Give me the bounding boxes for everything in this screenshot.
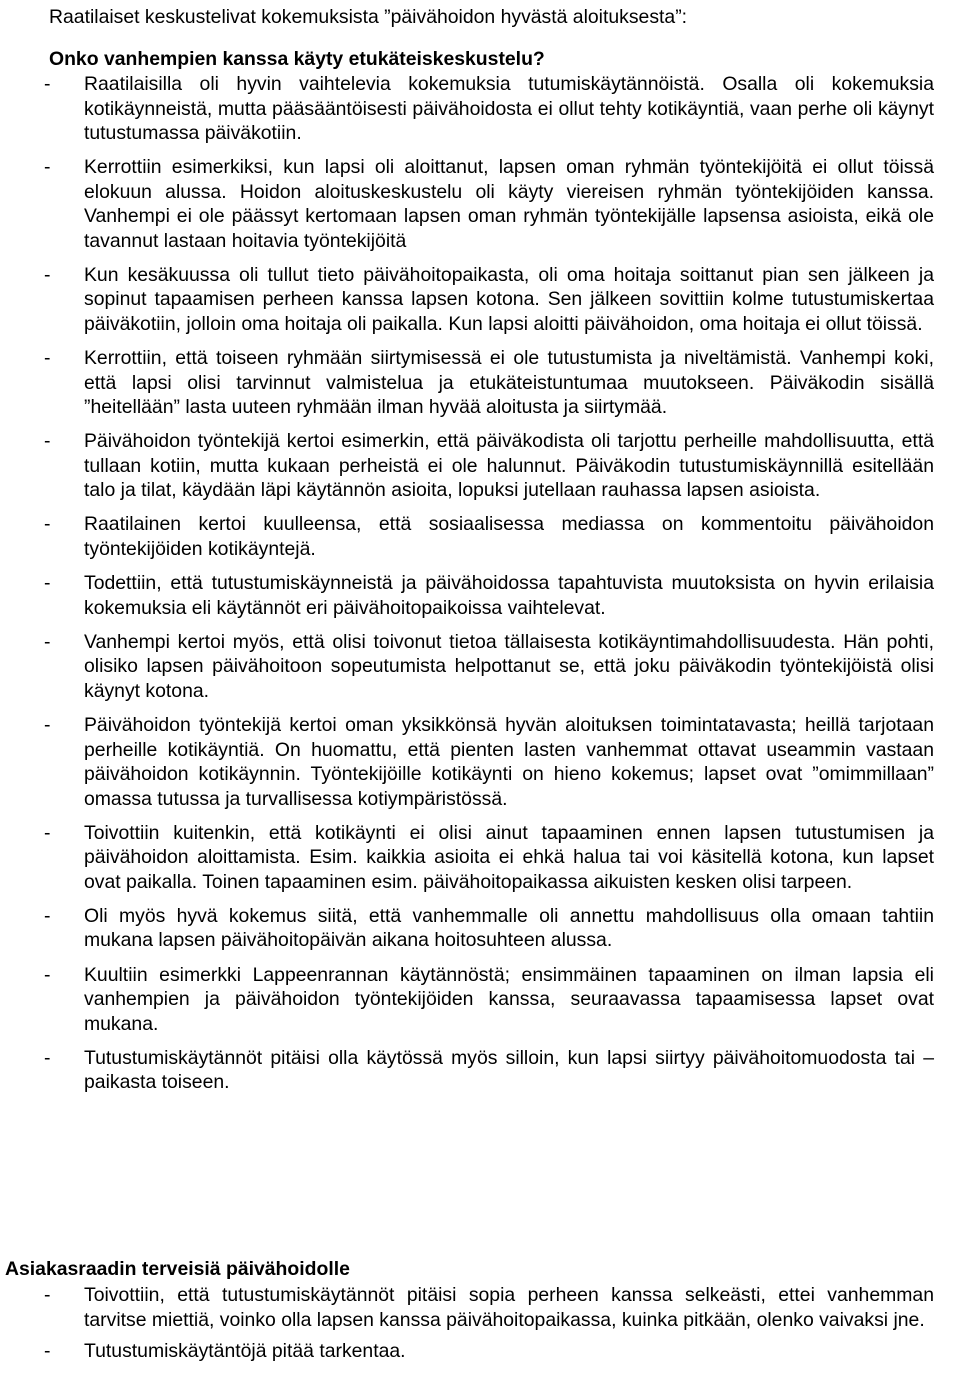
list-item — [44, 155, 934, 253]
list-item — [44, 512, 934, 561]
bullet-dash: - — [44, 73, 51, 95]
bullet-dash: - — [44, 430, 51, 453]
list-item — [44, 821, 934, 895]
list-item-text: Raatilainen kertoi kuulleensa, että sosiaalisessa mediassa on kommentoitu päivähoidon työntekijöiden kotikäyntejä. — [84, 513, 934, 560]
list-item-text: Toivottiin, että tutustumiskäytännöt pitäisi sopia perheen kanssa selkeästi, ettei vanhemman tarvitse miettiä, voinko olla lapsen kanssa päivähoitopaikassa, kuinka pitkään, olenko vaivaksi jne. — [84, 1284, 934, 1331]
list-item-text: Päivähoidon työntekijä kertoi oman yksikkönsä hyvän aloituksen toimintatavasta; heillä tarjotaan perheille kotikäyntiä. On huomattu, että pienten lasten vanhemmat ottavat useammin vastaan päivähoidon kotikäynnin. Työntekijöille kotikäynti on hieno kokemus; lapset ovat ”omimmillaan” omassa tutussa ja turvallisessa kotiympäristössä. — [84, 714, 934, 810]
list-item — [44, 1339, 934, 1364]
bullet-dash: - — [44, 1046, 51, 1069]
list-item — [44, 1046, 934, 1095]
bullet-dash: - — [44, 1340, 51, 1363]
list-item-text: Todettiin, että tutustumiskäynneistä ja päivähoidossa tapahtuvista muutoksista on hyvin erilaisia kokemuksia eli käytännöt eri päivähoitopaikoissa vaihtelevat. — [84, 572, 934, 619]
intro-text: Raatilaiset keskustelivat kokemuksista ”päivähoidon hyvästä aloituksesta”: — [49, 6, 688, 28]
list-item — [44, 72, 934, 146]
bullet-dash: - — [44, 1284, 51, 1306]
list-item-text: Kuultiin esimerkki Lappeenrannan käytännöstä; ensimmäinen tapaaminen on ilman lapsia eli vanhempien ja päivähoidon työntekijöiden kanssa, seuraavassa tapaamisessa lapset ovat mukana. — [84, 963, 934, 1035]
section-heading-greetings: Asiakasraadin terveisiä päivähoidolle — [5, 1258, 350, 1280]
list-item-text: Kun kesäkuussa oli tullut tieto päivähoitopaikasta, oli oma hoitaja soittanut pian sen jälkeen ja sopinut tapaamisen perheen kanssa lapsen kotona. Sen jälkeen sovittiin kolme tutustumiskertaa päiväkotiin, jolloin oma hoitaja oli paikalla. Kun lapsi aloitti päivähoidon, oma hoitaja ei ollut töissä. — [84, 263, 934, 335]
list-item — [44, 963, 934, 1037]
bullet-dash: - — [44, 630, 51, 653]
list-item — [44, 263, 934, 337]
section-heading-pre-discussion: Onko vanhempien kanssa käyty etukäteiskeskustelu? — [49, 48, 545, 70]
list-item — [44, 571, 934, 620]
list-item-text: Päivähoidon työntekijä kertoi esimerkin, että päiväkodista oli tarjottu perheille mahdollisuutta, että tullaan kotiin, mutta kukaan perheistä ei ole halunnut. Päiväkodin tutustumiskäynnillä esitellään talo ja tilat, käydään läpi käytännön asioita, lopuksi jutellaan rauhassa lapsen asioista. — [84, 430, 934, 502]
list-item — [44, 429, 934, 503]
bullet-dash: - — [44, 347, 51, 370]
list-item-text: Raatilaisilla oli hyvin vaihtelevia kokemuksia tutumiskäytännöistä. Osalla oli kokemuksia kotikäynneistä, mutta pääsääntöisesti päivähoidosta ei ollut tehty kotikäyntiä, vaan perhe oli käynyt tutustumassa päiväkotiin. — [84, 73, 934, 144]
bullet-dash: - — [44, 904, 51, 927]
list-item-text: Tutustumiskäytäntöjä pitää tarkentaa. — [84, 1340, 406, 1363]
bullet-dash: - — [44, 963, 51, 986]
list-item — [44, 630, 934, 704]
list-item — [44, 713, 934, 811]
list-item-text: Vanhempi kertoi myös, että olisi toivonut tietoa tällaisesta kotikäyntimahdollisuudesta. Hän pohti, olisiko lapsen päivähoitoon sopeutumista helpottanut se, että joku päiväkodin työntekijöistä olisi käynyt kotona. — [84, 630, 934, 702]
list-item-text: Toivottiin kuitenkin, että kotikäynti ei olisi ainut tapaaminen ennen lapsen tutustumisen ja päivähoidon aloittamista. Esim. kaikkia asioita ei ehkä halua tai voi käsitellä kotona, kun lapset ovat paikalla. Toinen tapaaminen esim. päivähoitopaikassa aikuisten kesken olisi tarpeen. — [84, 821, 934, 893]
list-item — [44, 904, 934, 953]
list-item-text: Tutustumiskäytännöt pitäisi olla käytössä myös silloin, kun lapsi siirtyy päivähoitomuodosta tai – paikasta toiseen. — [84, 1046, 934, 1094]
bullet-dash: - — [44, 572, 51, 595]
list-item-text: Kerrottiin esimerkiksi, kun lapsi oli aloittanut, lapsen oman ryhmän työntekijöitä ei ollut töissä elokuun alussa. Hoidon aloituskeskustelu oli käyty viereisen ryhmän työntekijöiden kanssa. Vanhempi ei ole päässyt kertomaan lapsen oman ryhmän työntekijälle lapsensa asioista, eikä ole tavannut lastaan hoitavia työntekijöitä — [84, 156, 934, 252]
bullet-dash: - — [44, 263, 51, 286]
list-item — [44, 346, 934, 420]
list-item-text: Oli myös hyvä kokemus siitä, että vanhemmalle oli annettu mahdollisuus olla omaan tahtiin mukana lapsen päivähoitopäivän aikana hoitosuhteen alussa. — [84, 904, 934, 952]
bullet-dash: - — [44, 821, 51, 844]
bullet-dash: - — [44, 714, 51, 736]
list-item — [44, 1283, 934, 1332]
bullet-list-experiences — [44, 72, 934, 1104]
bullet-dash: - — [44, 513, 51, 536]
bullet-dash: - — [44, 156, 51, 179]
bullet-list-greetings — [44, 1283, 934, 1371]
list-item-text: Kerrottiin, että toiseen ryhmään siirtymisessä ei ole tutustumista ja niveltämistä. Vanhempi koki, että lapsi olisi tarvinnut valmistelua ja etukäteistuntumaa muutokseen. Päiväkodin sisällä ”heitellään” lasta uuteen ryhmään ilman hyvää aloitusta ja siirtymää. — [84, 347, 934, 419]
